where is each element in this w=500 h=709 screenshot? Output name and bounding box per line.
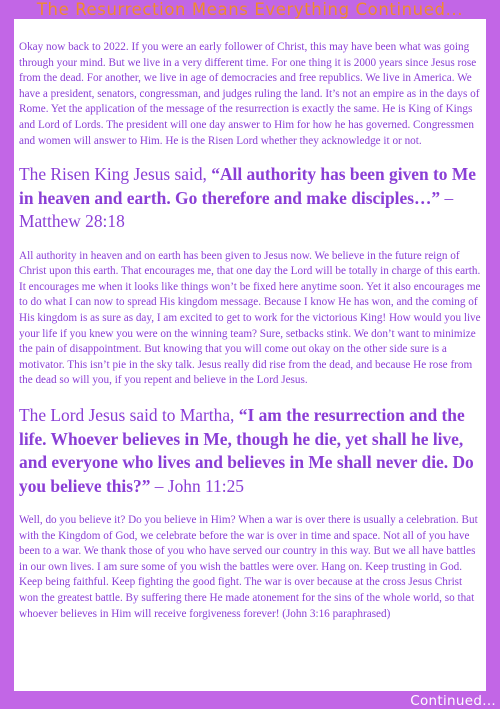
- quote-2-intro: The Lord Jesus said to Martha,: [19, 405, 239, 425]
- quote-1-text: “All authority has been given to Me in heaven and earth. Go therefore and make disciples…”: [19, 164, 476, 208]
- quote-1-reference: – Matthew 28:18: [19, 187, 454, 232]
- paragraph-2: All authority in heaven and on earth has been given to Jesus now. We believe in the future reign of Christ upon this earth. That encourages me, that one day the Lord will be totally in charge of this earth. It encourages me when it looks like things won’t be fixed here anytime soon. Yet it also encourages me to do what I can now to spread His kingdom message. Because I know He has won, and the coming of His kingdom is as sure as day, I am excited to get to work for the victorious King! How would you live your life if you knew you were on the winning team? Sure, setbacks stink. We don’t want to minimize the pain of disappointment. But knowing that you will come out okay on the other side sure is a motivator. This isn’t pie in the sky talk. Jesus really did rise from the dead, and because He rose from the dead so will you, if you repent and believe in the Lord Jesus.: [19, 249, 481, 387]
- continued-label: Continued...: [410, 693, 496, 709]
- scripture-quote-2: [19, 404, 481, 498]
- paragraph-1: Okay now back to 2022. If you were an early follower of Christ, this may have been what was going through your mind. But we live in a very different time. For one thing it is 2000 years since Jesus rose from the dead. For another, we live in age of democracies and free republics. We live in America. We have a president, senators, congressman, and judges ruling the land. It’s not an empire as in the days of Rome. Yet the application of the message of the resurrection is exactly the same. He is King of Kings and Lord of Lords. The president will one day answer to Him for how he has governed. Congressmen and women will answer to Him. He is the Risen Lord whether they acknowledge it or not.: [19, 41, 480, 147]
- paragraph-3: Well, do you believe it? Do you believe in Him? When a war is over there is usually a celebration. But with the Kingdom of God, we celebrate before the war is over in time and space. Not all of you have been to a war. We thank those of you who have served our country in this way. But we all have battles in our own lives. I am sure some of you wish the battles were over. Hang on. Keep trusting in God. Keep being faithful. Keep fighting the good fight. The war is over because at the cross Jesus Christ won the greatest battle. By suffering there He made atonement for the sins of the whole world, so that whoever believes in Him will receive forgiveness forever! (John 3:16 paraphrased): [19, 514, 478, 620]
- quote-1-intro: The Risen King Jesus said,: [19, 164, 212, 185]
- scripture-quote-1: [19, 163, 481, 234]
- content-panel: [14, 19, 486, 691]
- quote-2-reference: – John 11:25: [150, 475, 244, 496]
- page-title: The Resurrection Means Everything Continued...: [36, 0, 464, 19]
- quote-2-text: “I am the resurrection and the life. Whoever believes in Me, though he die, yet shall he live, and everyone who lives and believes in Me shall never die. Do you believe this?”: [19, 405, 474, 496]
